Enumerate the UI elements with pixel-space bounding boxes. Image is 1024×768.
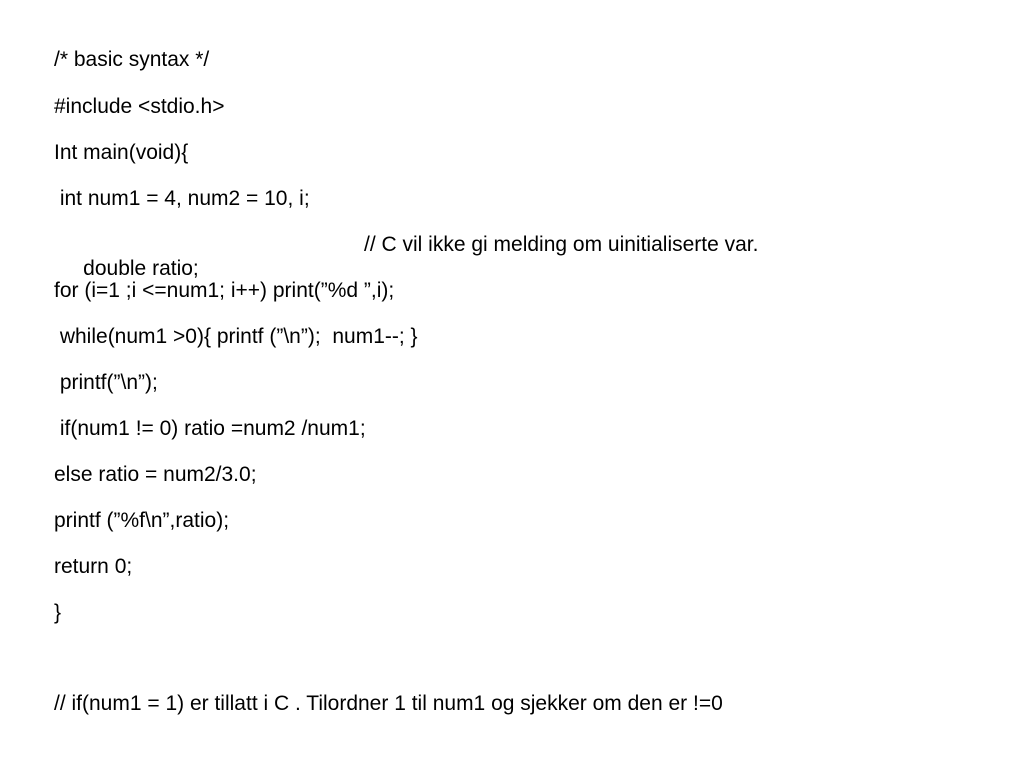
code-line-for: for (i=1 ;i <=num1; i++) print(”%d ”,i); [54,279,395,302]
code-line-comment-header: /* basic syntax */ [54,48,210,71]
code-line-closing-brace: } [54,601,62,624]
code-line-if: if(num1 != 0) ratio =num2 /num1; [54,417,366,440]
code-line-include: #include <stdio.h> [54,95,225,118]
code-line-return: return 0; [54,555,133,578]
code-line-int-decl: int num1 = 4, num2 = 10, i; [54,187,310,210]
code-line-printf-newline: printf(”\n”); [54,371,158,394]
code-line-else: else ratio = num2/3.0; [54,463,257,486]
code-line-main: Int main(void){ [54,141,189,164]
double-decl-code: double ratio; [77,257,199,280]
inline-comment: // C vil ikke gi melding om uinitialiserte var. [364,233,759,256]
code-line-while: while(num1 >0){ printf (”\n”); num1--; } [54,325,418,348]
code-line-printf-ratio: printf (”%f\n”,ratio); [54,509,230,532]
footer-comment: // if(num1 = 1) er tillatt i C . Tilordner 1 til num1 og sjekker om den er !=0 [54,692,723,715]
